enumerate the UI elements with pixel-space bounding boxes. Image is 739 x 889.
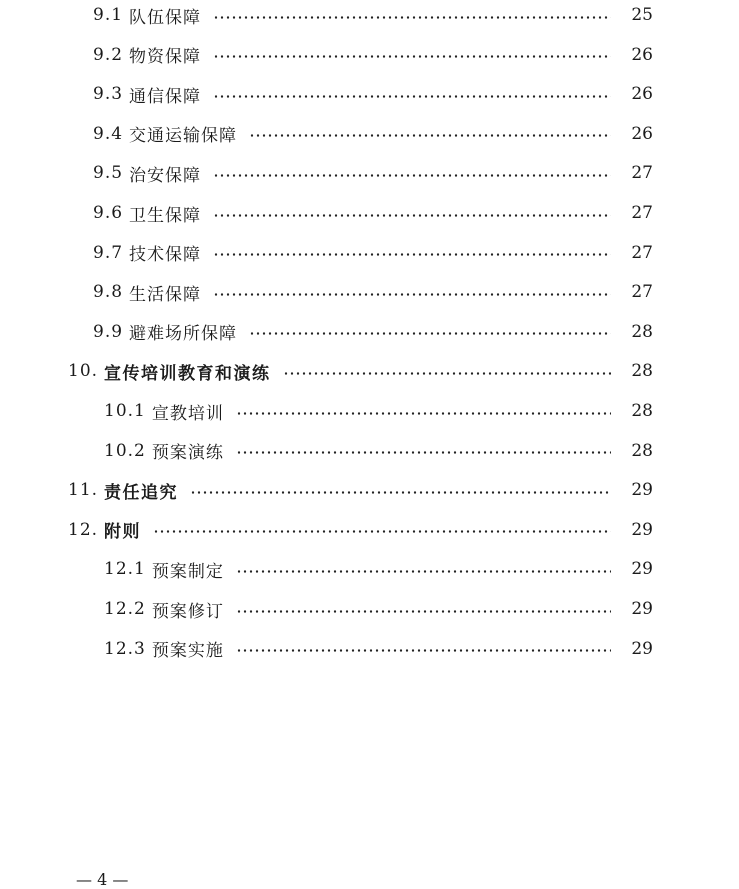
- toc-entry[interactable]: [0, 312, 739, 352]
- toc-entry[interactable]: [0, 470, 739, 510]
- toc-entry-title: 预案演练: [151, 443, 224, 464]
- toc-entry-title: 预案实施: [151, 641, 224, 662]
- toc-entry[interactable]: [0, 510, 739, 550]
- toc-entry-number: 12.2: [104, 599, 146, 619]
- toc-entry[interactable]: [0, 74, 739, 114]
- toc-entry-number: 10.2: [104, 440, 146, 461]
- toc-entry[interactable]: [0, 153, 739, 193]
- toc-entry-number: 9.2: [93, 44, 124, 65]
- toc-entry-number: 10.: [68, 361, 99, 382]
- toc-entry[interactable]: [0, 391, 739, 431]
- toc-dot-leader: [236, 412, 611, 415]
- toc-entry-number: 9.4: [93, 123, 124, 144]
- toc-entry-page-number: 26: [631, 123, 653, 144]
- toc-entry-title: 宣教培训: [151, 403, 224, 424]
- toc-entry-page-number: 28: [631, 401, 653, 421]
- toc-entry[interactable]: [0, 589, 739, 629]
- toc-dot-leader: [236, 610, 611, 613]
- toc-entry-page-number: 29: [631, 519, 653, 540]
- toc-entry-number: 12.1: [104, 559, 146, 580]
- toc-entry-page-number: 29: [631, 599, 653, 619]
- toc-dot-leader: [213, 214, 611, 217]
- toc-dot-leader: [283, 372, 611, 375]
- toc-entry-page-number: 25: [631, 5, 653, 25]
- toc-entry-page-number: 26: [631, 44, 653, 65]
- toc-dot-leader: [213, 293, 611, 296]
- toc-dot-leader: [153, 530, 611, 533]
- toc-entry-page-number: 27: [631, 163, 653, 184]
- toc-dot-leader: [249, 134, 611, 137]
- toc-entry-title: 预案修订: [151, 601, 224, 622]
- toc-entry-page-number: 29: [631, 559, 653, 580]
- toc-entry-number: 9.8: [93, 282, 124, 303]
- toc-entry[interactable]: [0, 0, 739, 35]
- toc-entry-page-number: 27: [631, 282, 653, 303]
- toc-dot-leader: [236, 649, 611, 652]
- toc-dot-leader: [213, 95, 611, 98]
- toc-entry-title: 治安保障: [129, 165, 202, 186]
- toc-entry-title: 通信保障: [129, 86, 202, 107]
- toc-entry-page-number: 27: [631, 242, 653, 263]
- toc-entry[interactable]: [0, 629, 739, 669]
- toc-entry-page-number: 27: [631, 203, 653, 223]
- toc-dot-leader: [236, 451, 611, 454]
- toc-dot-leader: [249, 332, 611, 335]
- toc-entry-number: 9.5: [93, 163, 124, 184]
- toc-entry-number: 9.1: [93, 5, 124, 25]
- toc-entry-page-number: 26: [631, 84, 653, 105]
- toc-entry[interactable]: [0, 431, 739, 471]
- toc-entry-title: 卫生保障: [129, 205, 202, 226]
- toc-entry[interactable]: [0, 549, 739, 589]
- toc-entry-title: 预案制定: [151, 561, 224, 582]
- toc-entry[interactable]: [0, 114, 739, 154]
- toc-entry[interactable]: [0, 351, 739, 391]
- toc-entry-number: 11.: [68, 480, 99, 501]
- toc-entry-page-number: 29: [631, 638, 653, 659]
- toc-dot-leader: [236, 570, 611, 573]
- toc-entry-title: 附则: [104, 522, 142, 543]
- toc-dot-leader: [213, 16, 611, 19]
- toc-entry-page-number: 28: [631, 361, 653, 382]
- toc-entry-number: 10.1: [104, 401, 146, 421]
- toc-entry-title: 责任追究: [104, 482, 179, 503]
- toc-dot-leader: [190, 491, 611, 494]
- toc-dot-leader: [213, 55, 611, 58]
- page-number-footer: — 4 —: [76, 870, 129, 889]
- toc-entry-page-number: 29: [631, 480, 653, 501]
- toc-dot-leader: [213, 174, 611, 177]
- toc-entry-title: 宣传培训教育和演练: [104, 363, 271, 384]
- toc-entry-title: 交通运输保障: [129, 126, 238, 147]
- toc-entry-page-number: 28: [631, 440, 653, 461]
- toc-entry-number: 12.3: [104, 638, 146, 659]
- toc-entry-title: 生活保障: [129, 284, 202, 305]
- toc-entry[interactable]: [0, 272, 739, 312]
- toc-entry[interactable]: [0, 193, 739, 233]
- toc-entry-number: 9.6: [93, 203, 124, 223]
- toc-entry-number: 9.9: [93, 321, 124, 342]
- toc-entry[interactable]: [0, 233, 739, 273]
- toc-entry-number: 9.3: [93, 84, 124, 105]
- toc-entry-title: 技术保障: [129, 245, 202, 266]
- toc-entry-title: 物资保障: [129, 47, 202, 68]
- toc-dot-leader: [213, 253, 611, 256]
- toc-entry-title: 避难场所保障: [129, 324, 238, 345]
- toc-entry-title: 队伍保障: [129, 7, 202, 28]
- toc-entry-number: 9.7: [93, 242, 124, 263]
- toc-entry-page-number: 28: [631, 321, 653, 342]
- toc-entry-number: 12.: [68, 519, 99, 540]
- toc-entry[interactable]: [0, 35, 739, 75]
